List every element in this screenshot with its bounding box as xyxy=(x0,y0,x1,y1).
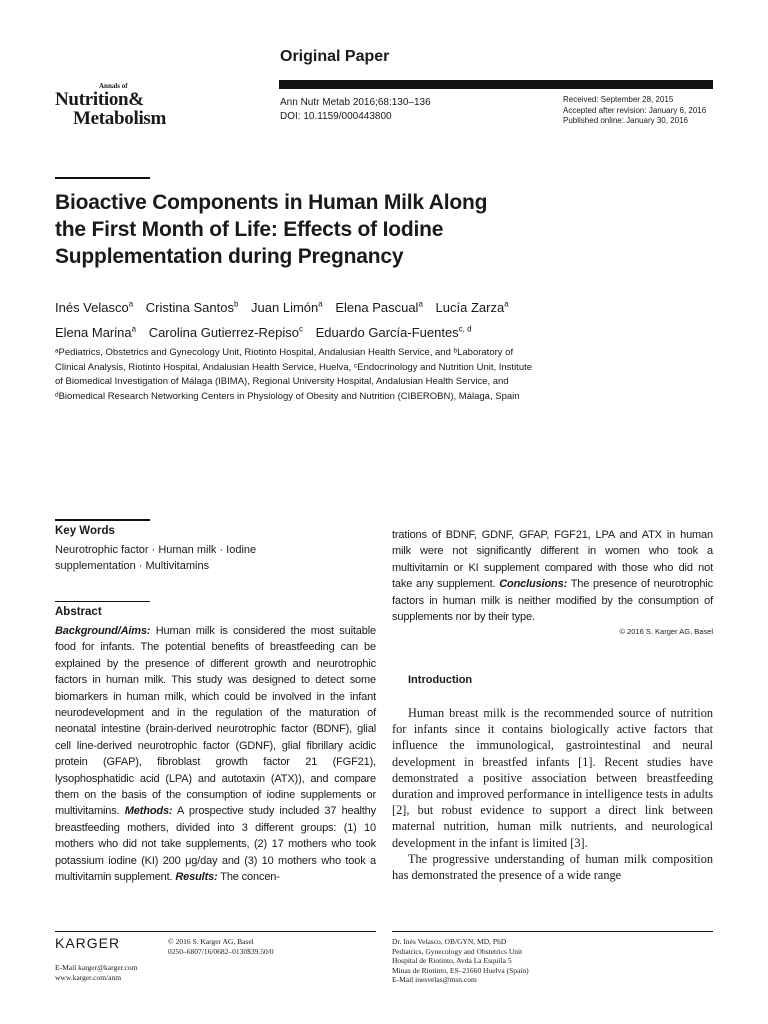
title-rule xyxy=(55,177,150,179)
title-line: Supplementation during Pregnancy xyxy=(55,245,404,268)
logo-annals-text: Annals of xyxy=(99,82,128,90)
citation-block xyxy=(280,96,431,124)
introduction-body xyxy=(392,705,713,883)
author: Elena Pascual$^a$ xyxy=(335,300,423,316)
author: Eduardo García-Fuentes$^{c, d}$ xyxy=(315,324,472,340)
abstract-results-continued: trations of BDNF, GDNF, GFAP, FGF21, LPA and ATX in human milk were not significantly different in women who took a multivitamin or KI supplement compared with those who did not take any supplement. xyxy=(392,529,713,591)
abstract-methods-label: Methods: xyxy=(124,805,173,818)
dates-block xyxy=(563,95,706,127)
abstract-results-label: Results: xyxy=(175,871,218,884)
received-date: Received: September 28, 2015 xyxy=(563,95,674,104)
abstract-conclusions-label: Conclusions: xyxy=(499,578,568,591)
author: Carolina Gutierrez-Repiso$^c$ xyxy=(148,324,303,340)
introduction-paragraph: Human breast milk is the recommended source of nutrition for infants since it contains biologically active factors that influence the immunological, gastrointestinal and neural development in breastfed infants [1]. Recent studies have demonstrated a positive association between breastfeeding duration and improved performance in intelligence tests in adults [2], but robust evidence to support a direct link between maternal nutrition, human milk nutrients, and neurological development in the infant is limited [3]. xyxy=(392,706,713,850)
author: Juan Limón$^a$ xyxy=(251,300,323,316)
keywords-text xyxy=(55,542,355,574)
correspondence-address xyxy=(392,937,529,985)
logo-line-1: Nutrition& xyxy=(55,89,144,110)
abstract-body xyxy=(55,623,376,886)
affiliation-line: Clinical Analysis, Riotinto Hospital, Andalusian Health Service, Huelva, ᶜEndocrinology and Nutrition Unit, Institute xyxy=(55,361,533,373)
publisher-contact xyxy=(55,963,137,982)
abstract-continuation xyxy=(392,527,713,625)
author-line xyxy=(55,294,655,318)
accepted-date: Accepted after revision: January 6, 2016 xyxy=(563,105,707,115)
affiliation-line: ᵃPediatrics, Obstetrics and Gynecology Unit, Riotinto Hospital, Andalusian Health Service, and ᵇLaboratory of xyxy=(55,347,514,358)
publisher-logo: KARGER xyxy=(55,935,121,951)
affiliation-line: of Biomedical Investigation of Málaga (IBIMA), Regional University Hospital, Andalusian Health Service, and xyxy=(55,376,509,387)
author-list xyxy=(55,294,655,343)
footer-copyright xyxy=(168,937,274,956)
author: Lucía Zarza$^a$ xyxy=(435,300,509,316)
paper-title xyxy=(55,189,615,270)
abstract-results-text: The concen- xyxy=(217,871,280,884)
footer-rule-left xyxy=(55,931,376,932)
logo-line-2: Metabolism xyxy=(73,108,167,129)
address-line: Pediatrics, Gynecology and Obstetrics Unit xyxy=(392,946,523,956)
abstract-conclusions-text: The presence of neurotrophic factors in human milk is neither modified by the consumption of supplements nor by their type. xyxy=(392,578,713,624)
abstract-background-label: Background/Aims: xyxy=(55,625,151,637)
doi[interactable]: DOI: 10.1159/000443800 xyxy=(280,111,392,122)
title-line: Bioactive Components in Human Milk Along xyxy=(55,191,488,214)
journal-logo xyxy=(55,82,195,128)
publisher-website[interactable]: www.karger.com/anm xyxy=(55,972,122,982)
publisher-email[interactable]: E-Mail karger@karger.com xyxy=(55,963,138,972)
address-line: Dr. Inés Velasco, OB/GYN, MD, PhD xyxy=(392,937,507,946)
address-line: Hospital de Riotinto, Avda La Esquila 5 xyxy=(392,956,512,965)
address-line: Minas de Riotinto, ES–21660 Huelva (Spain) xyxy=(392,965,529,975)
keywords-rule xyxy=(55,519,150,521)
correspondence-email[interactable]: E-Mail inesvelas@msn.com xyxy=(392,975,477,984)
abstract-rule xyxy=(55,601,150,602)
keywords-heading: Key Words xyxy=(55,525,115,537)
keywords-line: supplementation · Multivitamins xyxy=(55,560,210,572)
affiliation-line: ᵈBiomedical Research Networking Centers in Physiology of Obesity and Nutrition (CIBEROBN), Málaga, Spain xyxy=(55,390,520,402)
abstract-heading: Abstract xyxy=(55,606,102,618)
affiliations xyxy=(55,346,630,404)
header-rule xyxy=(279,80,713,89)
author: Cristina Santos$^b$ xyxy=(145,300,239,316)
footer-copyright-line: © 2016 S. Karger AG, Basel xyxy=(168,937,254,946)
article-type-label: Original Paper xyxy=(280,48,390,65)
footer-rule-right xyxy=(392,931,713,932)
abstract-background-text: Human milk is considered the most suitable food for infants. The potential benefits of breastfeeding can be explained by the presence of different growth and neurotrophic factors in human milk. This study was designed to detect some biomarkers in human milk, which could be involved in the infant neurodevelopment and in the regulation of the maturation of neonatal intestine (brain-derived neurotrophic factor (BDNF), glial cell line-derived neurotrophic factor (GDNF), glial fibrillary acidic protein (GFAP), fibroblast growth factor 21 (FGF21), lysophosphatidic acid (LPA) and autotaxin (ATX)), and compare them on the basis of the consumption of iodine supplements or multivitamins. xyxy=(55,625,376,818)
introduction-paragraph: The progressive understanding of human milk composition has demonstrated the presence of a wide range xyxy=(392,851,713,883)
abstract-copyright: © 2016 S. Karger AG, Basel xyxy=(619,627,713,636)
footer-issn: 0250–6807/16/0682–0130$39.50/0 xyxy=(168,946,274,956)
author-line xyxy=(55,318,655,342)
abstract-methods-text: A prospective study included 37 healthy breastfeeding mothers, divided into 3 different groups: (1) 10 mothers who did not take supplements, (2) 17 mothers who took potassium iodine (KI) 200 μg/day and (3) 10 mothers who took a multivitamin supplement. xyxy=(55,805,376,884)
citation: Ann Nutr Metab 2016;68:130–136 xyxy=(280,97,431,108)
keywords-line: Neurotrophic factor · Human milk · Iodine xyxy=(55,544,257,556)
published-date: Published online: January 30, 2016 xyxy=(563,116,688,125)
author: Elena Marina$^a$ xyxy=(55,324,137,340)
introduction-heading: Introduction xyxy=(408,674,473,686)
author: Inés Velasco$^a$ xyxy=(55,300,134,316)
title-line: the First Month of Life: Effects of Iodine xyxy=(55,218,444,241)
